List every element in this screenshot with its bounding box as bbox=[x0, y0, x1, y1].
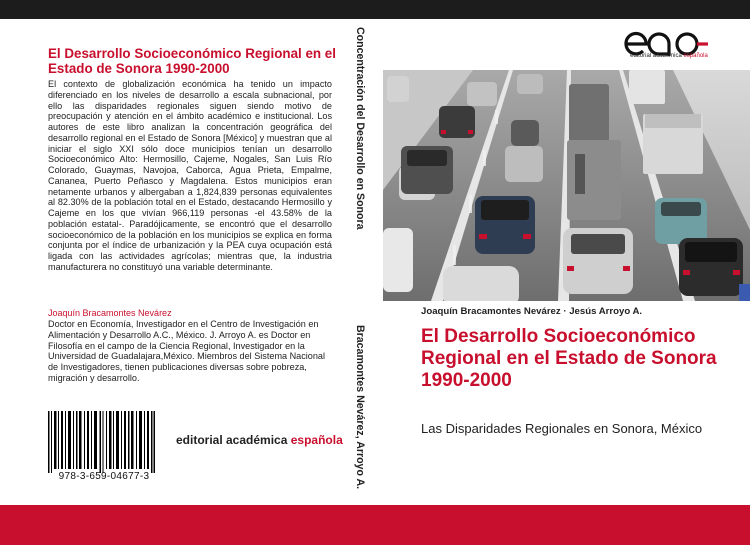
author-bio-name: Joaquín Bracamontes Nevárez bbox=[48, 308, 172, 318]
back-publisher-name bbox=[176, 433, 343, 447]
spine bbox=[343, 19, 383, 505]
back-cover-description: El contexto de globalización económica ha tenido un impacto diferenciado en los niveles de desarrollo a escala subnacional, por ello las disparidades regionales siguen siendo motivo de preocupación y atención en el ámbito académico e institucional. Los autores de este libro analizan la concentración geográfica del desarrollo regional en el Estado de Sonora [México] y muestran que al iniciar el siglo XXI sólo doce municipios tenían un desarrollo Socioeconómico Alto: Hermosillo, Cajeme, Nogales, San Luis Río Colorado, Guaymas, Navojoa, Caborca, Agua Prieta, Empalme, Cananea, Puerto Peñasco y Magdalena. Estos municipios eran netamente urbanos y albergaban a 1,824,839 personas equivalentes al 82.30% de la población total en el Estado, destacando Hermosillo y Cajeme en los que vivían 966,119 personas -el 43.58% de la población estatal-. Paradójicamente, se encontró que el desarrollo socioeconómico de la población en los municipios se explica en forma conjunta por el índice de urbanización y la PEA cuya ocupación está ligada con las actividades agrícolas; mientras que, la industria manufacturera no constituyó una variable determinante. bbox=[48, 79, 332, 272]
logo-text-main: editorial académica bbox=[630, 53, 682, 59]
top-bar bbox=[0, 0, 750, 19]
front-title: El Desarrollo Socioeconómico Regional en el Estado de Sonora 1990-2000 bbox=[421, 326, 717, 391]
isbn-number: 978-3-659-04677-3 bbox=[58, 471, 150, 482]
highway-traffic-photo bbox=[383, 70, 750, 301]
author-bio: Doctor en Economía, Investigador en el Centro de Investigación en Alimentación y Desarrollo A.C., México. J. Arroyo A. es Doctor en Filosofía en el campo de la Ciencia Regional, Investigador en la Universidad de Guadalajara,México. Miembros del Sistema Nacional de Investigadores, tienen publicaciones diversas sobre pobreza, migración y desarrollo. bbox=[48, 319, 325, 383]
barcode-icon bbox=[48, 411, 155, 473]
front-subtitle: Las Disparidades Regionales en Sonora, México bbox=[421, 421, 703, 436]
front-cover bbox=[383, 19, 750, 505]
logo-text-accent: española bbox=[683, 53, 708, 59]
spine-title: Concentración del Desarrollo en Sonora bbox=[354, 27, 366, 230]
bottom-bar bbox=[0, 505, 750, 545]
back-cover bbox=[0, 19, 343, 505]
spine-author: Bracamontes Nevárez, Arroyo A. bbox=[354, 325, 366, 490]
back-publisher-main: editorial académica bbox=[176, 433, 288, 447]
logo-text bbox=[623, 53, 715, 59]
back-cover-title: El Desarrollo Socioeconómico Regional en el Estado de Sonora 1990-2000 bbox=[48, 46, 336, 76]
back-publisher-accent: española bbox=[290, 433, 343, 447]
front-authors: Joaquín Bracamontes Nevárez · Jesús Arroyo A. bbox=[421, 306, 643, 317]
